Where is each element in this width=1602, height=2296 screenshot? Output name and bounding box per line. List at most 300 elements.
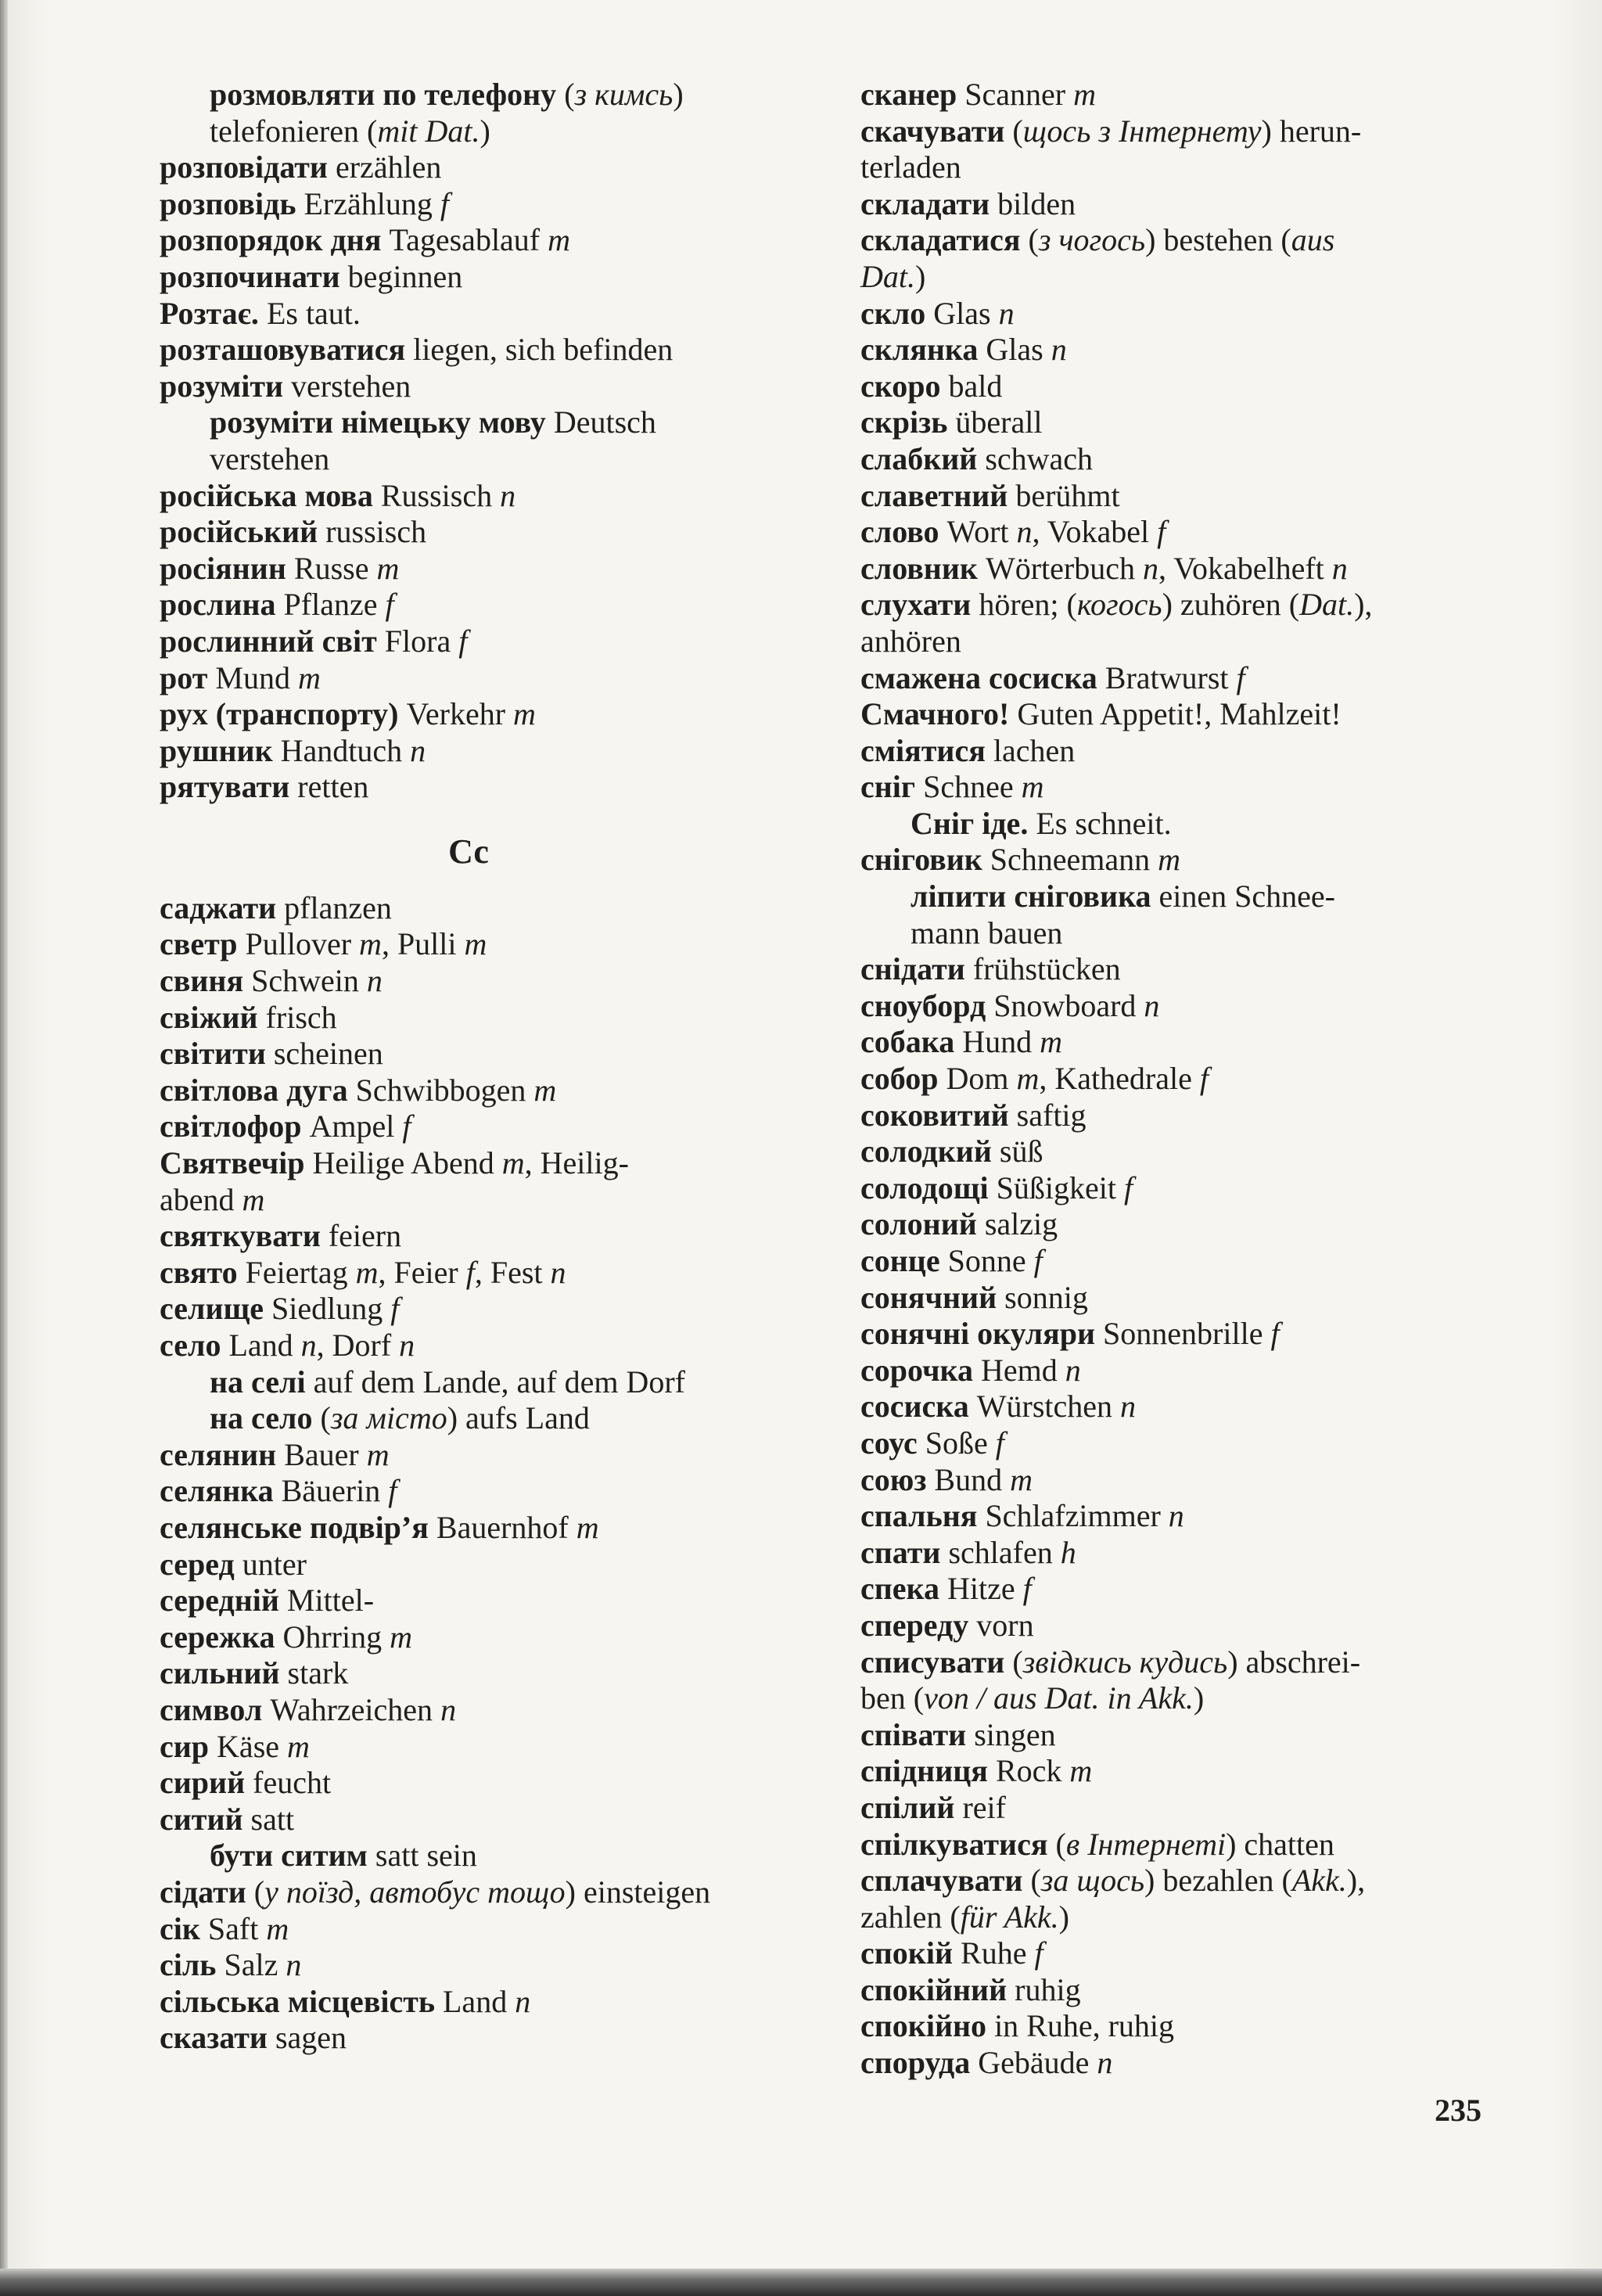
entry-line [860,1644,1480,1681]
translation: Flora [376,623,459,659]
grammar-note: n [1120,1389,1137,1425]
page-number: 235 [1435,2093,1482,2128]
grammar-note: f [1270,1316,1280,1352]
headword: складати [860,185,990,221]
translation: ) [915,258,926,294]
translation: ruhig [1007,1971,1081,2007]
entries-s-section [160,890,778,2057]
entry-line [160,259,778,296]
entry-line [160,696,778,733]
grammar-note: mit Dat. [377,113,480,149]
translation: , Kathedrale [1039,1061,1200,1097]
translation: , Pulli [381,926,465,962]
entry-line [160,296,778,332]
entry-line [860,1316,1480,1353]
translation: Snowboard [986,987,1144,1023]
translation: Würstchen [968,1389,1121,1425]
grammar-note: n [1016,514,1033,550]
entry-line [160,1510,778,1547]
headword: селянське подвір’я [160,1509,429,1545]
translation: in Ruhe, ruhig [986,2008,1175,2044]
grammar-note: n [515,1983,531,2019]
grammar-note: m [297,659,321,695]
headword: скрізь [860,404,948,440]
translation: ) [1193,1680,1205,1716]
translation: süß [991,1134,1043,1170]
grammar-note: für Akk. [960,1899,1059,1935]
entry-line [160,1255,778,1292]
entry-line [160,1036,778,1073]
translation: bilden [990,185,1076,221]
headword: сміятися [860,732,986,768]
headword: росіянин [160,550,286,586]
headword: сережка [160,1619,275,1655]
translation: ( [556,77,575,112]
entry-line [860,1170,1480,1207]
translation: Bäuerin [273,1473,389,1509]
headword: Розтає. [160,295,259,331]
headword: світлова дуга [160,1072,348,1108]
grammar-note: n [286,1947,302,1983]
translation: berühmt [1008,477,1120,513]
grammar-note: f [385,587,394,623]
headword: російський [160,514,318,550]
grammar-note: f [1157,514,1166,550]
grammar-note: n [399,1328,415,1363]
headword: собор [860,1061,939,1097]
entry-line [160,1291,778,1328]
grammar-note: m [1010,1461,1033,1497]
headword: соковитий [860,1097,1009,1133]
grammar-note: f [388,1473,397,1509]
sub-entry-line [160,1400,778,1437]
translation: ) zuhören ( [1162,587,1300,623]
grammar-note: f [1199,1061,1209,1097]
entry-line [160,1547,778,1583]
headword: селянка [160,1473,274,1509]
translation: ( [246,1874,265,1910]
grammar-note: у поїзд, автобус тощо [264,1874,566,1910]
entry-line [160,332,778,368]
headword: сноуборд [860,987,986,1023]
grammar-note: f [440,185,449,221]
headword: сніговик [860,842,982,878]
entry-line [860,1024,1480,1061]
translation: schlafen [940,1534,1061,1570]
entry-line [160,1473,778,1510]
entry-line [860,113,1480,150]
translation: , Vokabelheft [1158,550,1332,586]
grammar-note: за місто [330,1400,447,1436]
entry-line [860,733,1480,770]
headword: солоний [860,1206,977,1242]
translation: Siedlung [264,1291,391,1327]
entry-line [160,368,778,405]
sub-entry-line [860,915,1480,952]
translation: Schwein [243,963,367,999]
translation: Süßigkeit [988,1170,1124,1205]
translation: ) einsteigen [565,1874,711,1910]
headword: сорочка [860,1352,973,1388]
headword: скло [860,295,926,331]
entry-line [160,2020,778,2057]
translation: terladen [860,149,961,185]
translation: Wahrzeichen [262,1691,441,1727]
translation: Schneemann [982,842,1158,878]
entry-line [860,514,1480,551]
entry-line [160,1000,778,1037]
entry-line [860,1061,1480,1098]
headword: солодощі [860,1170,989,1205]
headword: рушник [160,732,273,768]
translation: , Feier [378,1254,466,1290]
translation: , Heilig- [524,1145,629,1181]
entry-line [860,1353,1480,1389]
translation: frisch [257,999,337,1035]
entry-line [860,1680,1480,1717]
grammar-note: m [1073,77,1096,112]
translation: verstehen [210,440,330,476]
translation: schwach [977,440,1094,476]
sub-entry-line [160,1364,778,1401]
translation: Land [221,1328,301,1363]
grammar-note: n [1144,987,1160,1023]
translation: erzählen [327,149,442,185]
entry-line [860,77,1480,113]
headword: скачувати [860,113,1005,149]
translation: Glas [925,295,999,331]
entry-line [860,259,1480,296]
headword: співати [860,1716,967,1752]
translation: Hund [954,1024,1040,1060]
entry-line [860,222,1480,259]
headword: сільська місцевість [160,1983,435,2019]
grammar-note: звідкись кудись [1022,1644,1228,1680]
translation: ( [1022,1863,1041,1899]
entry-line [160,1073,778,1109]
entry-line [860,2008,1480,2045]
entry-line [160,963,778,1000]
translation: zahlen ( [860,1899,961,1935]
entry-line [860,332,1480,368]
grammar-note: n [1331,550,1348,586]
entry-line [860,769,1480,806]
entry-line [160,1328,778,1364]
entry-line [860,696,1480,733]
grammar-note: n [1097,2045,1113,2081]
translation: ), [1346,1863,1366,1899]
entry-line [160,1729,778,1766]
translation: Sonnenbrille [1095,1316,1271,1352]
grammar-note: з чогось [1038,222,1146,258]
right-column [860,77,1480,2082]
translation: Erzählung [296,185,440,221]
grammar-note: m [548,222,571,258]
translation: stark [279,1655,349,1691]
translation: ) [673,77,684,112]
translation: telefonieren ( [210,113,378,149]
grammar-note: f [402,1108,411,1144]
headword: споруда [860,2045,971,2081]
headword: селище [160,1291,264,1327]
headword: слухати [860,587,972,623]
entry-line [860,660,1480,697]
headword: спілий [860,1789,955,1825]
translation: ) herun- [1261,113,1362,149]
headword: спальня [860,1498,978,1534]
translation: Tagesablauf [381,222,548,258]
translation: ) [480,113,490,149]
entry-line [860,1608,1480,1644]
translation: Handtuch [272,732,411,768]
grammar-note: m [1069,1753,1093,1789]
translation: Pullover [237,926,360,962]
translation: Es schneit. [1028,805,1172,841]
grammar-note: n [1168,1498,1184,1534]
headword: розмовляти по телефону [210,77,557,112]
translation: Pflanze [275,587,386,623]
translation: mann bauen [911,914,1063,950]
entry-line [860,551,1480,587]
translation: retten [289,769,369,805]
translation: Deutsch [545,404,656,440]
headword: на село [210,1400,313,1436]
headword: сказати [160,2020,268,2056]
translation: ( [312,1400,331,1436]
grammar-note: n [1051,332,1067,368]
translation: Land [435,1983,515,2019]
grammar-note: n [410,732,426,768]
translation: Bratwurst [1097,659,1237,695]
page-bottom-edge [0,2269,1602,2296]
headword: рух (транспорту) [160,696,399,732]
translation: singen [966,1716,1056,1752]
headword: розпорядок дня [160,222,382,258]
headword: сирий [160,1765,246,1801]
grammar-note: f [390,1291,400,1327]
entry-line [860,1717,1480,1754]
grammar-note: когось [1076,587,1162,623]
headword: скоро [860,368,941,404]
entry-line [860,1972,1480,2009]
translation: liegen, sich befinden [405,332,673,368]
entry-line [160,1583,778,1619]
grammar-note: n [1065,1352,1081,1388]
translation: Wort [939,514,1017,550]
entry-line [860,1790,1480,1827]
translation: ( [1020,222,1039,258]
headword: розташовуватися [160,332,406,368]
headword: серед [160,1546,235,1582]
headword: селянин [160,1436,277,1472]
entry-line [860,988,1480,1025]
entry-line [160,926,778,963]
entry-line [160,1182,778,1219]
headword: соус [860,1425,918,1461]
grammar-note: m [1158,842,1181,878]
translation: Mund [207,659,298,695]
grammar-note: Akk. [1291,1863,1347,1899]
headword: смажена сосиска [860,659,1097,695]
grammar-note: f [1022,1571,1032,1607]
grammar-note: h [1060,1534,1076,1570]
translation: reif [954,1789,1006,1825]
grammar-note: m [359,926,382,962]
section-heading: Сс [448,832,489,871]
translation: beginnen [339,258,463,294]
translation: Heilige Abend [304,1145,502,1181]
grammar-note: m [287,1728,310,1764]
entry-line [860,1425,1480,1462]
headword: спілкуватися [860,1826,1048,1862]
entry-line [160,149,778,186]
translation: Soße [917,1425,996,1461]
translation: russisch [318,514,427,550]
headword: свіжий [160,999,258,1035]
translation: feiern [320,1218,402,1254]
grammar-note: m [1016,1061,1040,1097]
entry-line [160,1437,778,1474]
entry-line [160,1984,778,2021]
headword: спокійний [860,1971,1008,2007]
translation: Bauer [276,1436,367,1472]
translation: unter [234,1546,307,1582]
entry-line [160,1692,778,1729]
headword: свиня [160,963,244,999]
headword: розуміти німецьку мову [210,404,546,440]
entry-line [860,1827,1480,1863]
headword: Смачного! [860,696,1010,732]
translation: ) bezahlen ( [1144,1863,1292,1899]
grammar-note: n [500,477,516,513]
headword: сонячний [860,1279,997,1315]
translation: Salz [216,1947,286,1983]
grammar-note: m [242,1181,265,1217]
grammar-note: m [266,1910,289,1946]
translation: , Dorf [316,1328,400,1363]
translation: Ohrring [275,1619,390,1655]
entry-line [160,1911,778,1948]
entry-line [860,1134,1480,1170]
translation: Schwibbogen [347,1072,534,1108]
translation: Dom [938,1061,1017,1097]
sub-entry-line [860,879,1480,915]
headword: сік [160,1910,200,1946]
entry-line [160,587,778,623]
headword: світити [160,1036,266,1072]
headword: союз [860,1461,927,1497]
translation: satt sein [367,1838,477,1874]
translation: ( [1047,1826,1066,1862]
headword: рослина [160,587,276,623]
translation: salzig [976,1206,1058,1242]
headword: бути ситим [210,1838,368,1874]
entry-line [860,1280,1480,1317]
sub-entry-line [160,113,778,150]
entry-line [860,478,1480,515]
entry-line [160,660,778,697]
translation: sagen [267,2020,347,2056]
entry-line [160,551,778,587]
headword: сідати [160,1874,246,1910]
translation: ), [1354,587,1373,623]
sub-entry-line [160,404,778,441]
grammar-note: в Інтернеті [1065,1826,1227,1862]
entry-line [160,1108,778,1145]
headword: славетний [860,477,1008,513]
entry-line [860,149,1480,186]
headword: рослинний світ [160,623,377,659]
headword: Сніг іде. [911,805,1029,841]
headword: спека [860,1571,939,1607]
translation: satt [242,1801,295,1837]
grammar-note: m [355,1254,379,1290]
entry-line [860,368,1480,405]
entry-line [160,1145,778,1182]
grammar-note: m [376,550,400,586]
translation: Russe [286,550,377,586]
headword: середній [160,1583,279,1619]
translation: abend [160,1181,242,1217]
headword: розповідь [160,185,296,221]
translation: Ruhe [953,1935,1035,1971]
entry-line [860,587,1480,623]
headword: сніг [860,769,916,805]
headword: село [160,1328,221,1363]
translation: Hitze [939,1571,1023,1607]
book-spine-shadow [0,0,8,2296]
left-column [160,77,778,2057]
translation: verstehen [283,368,411,404]
entry-line [860,296,1480,332]
grammar-note: f [1034,1935,1043,1971]
translation: ) bestehen ( [1145,222,1291,258]
entry-line [860,441,1480,478]
translation: Käse [209,1728,288,1764]
entry-line [860,1498,1480,1535]
translation: ( [1004,113,1023,149]
entry-line [860,951,1480,988]
translation: Es taut. [258,295,361,331]
translation: anhören [860,623,961,659]
translation: scheinen [265,1036,383,1072]
entry-line [160,1802,778,1838]
grammar-note: von / aus Dat. in Akk. [924,1680,1194,1716]
translation: sonnig [997,1279,1088,1315]
translation: Hemd [972,1352,1065,1388]
headword: ліпити сніговика [911,879,1151,914]
sub-entry-line [860,806,1480,843]
grammar-note: щось з Інтернету [1022,113,1262,149]
entry-line [160,769,778,806]
translation: Bund [926,1461,1011,1497]
headword: світлофор [160,1108,302,1144]
translation: frühstücken [964,951,1121,987]
headword: сильний [160,1655,280,1691]
sub-entry-line [160,1838,778,1874]
headword: спати [860,1534,941,1570]
headword: ситий [160,1801,243,1837]
grammar-note: f [1123,1170,1133,1205]
entry-line [860,186,1480,223]
translation: Verkehr [398,696,514,732]
translation: auf dem Lande, auf dem Dorf [305,1364,685,1400]
translation: pflanzen [276,889,392,925]
headword: рятувати [160,769,290,805]
translation: ) [1058,1899,1069,1935]
headword: сонячні окуляри [860,1316,1096,1352]
translation: Bauernhof [428,1509,577,1545]
